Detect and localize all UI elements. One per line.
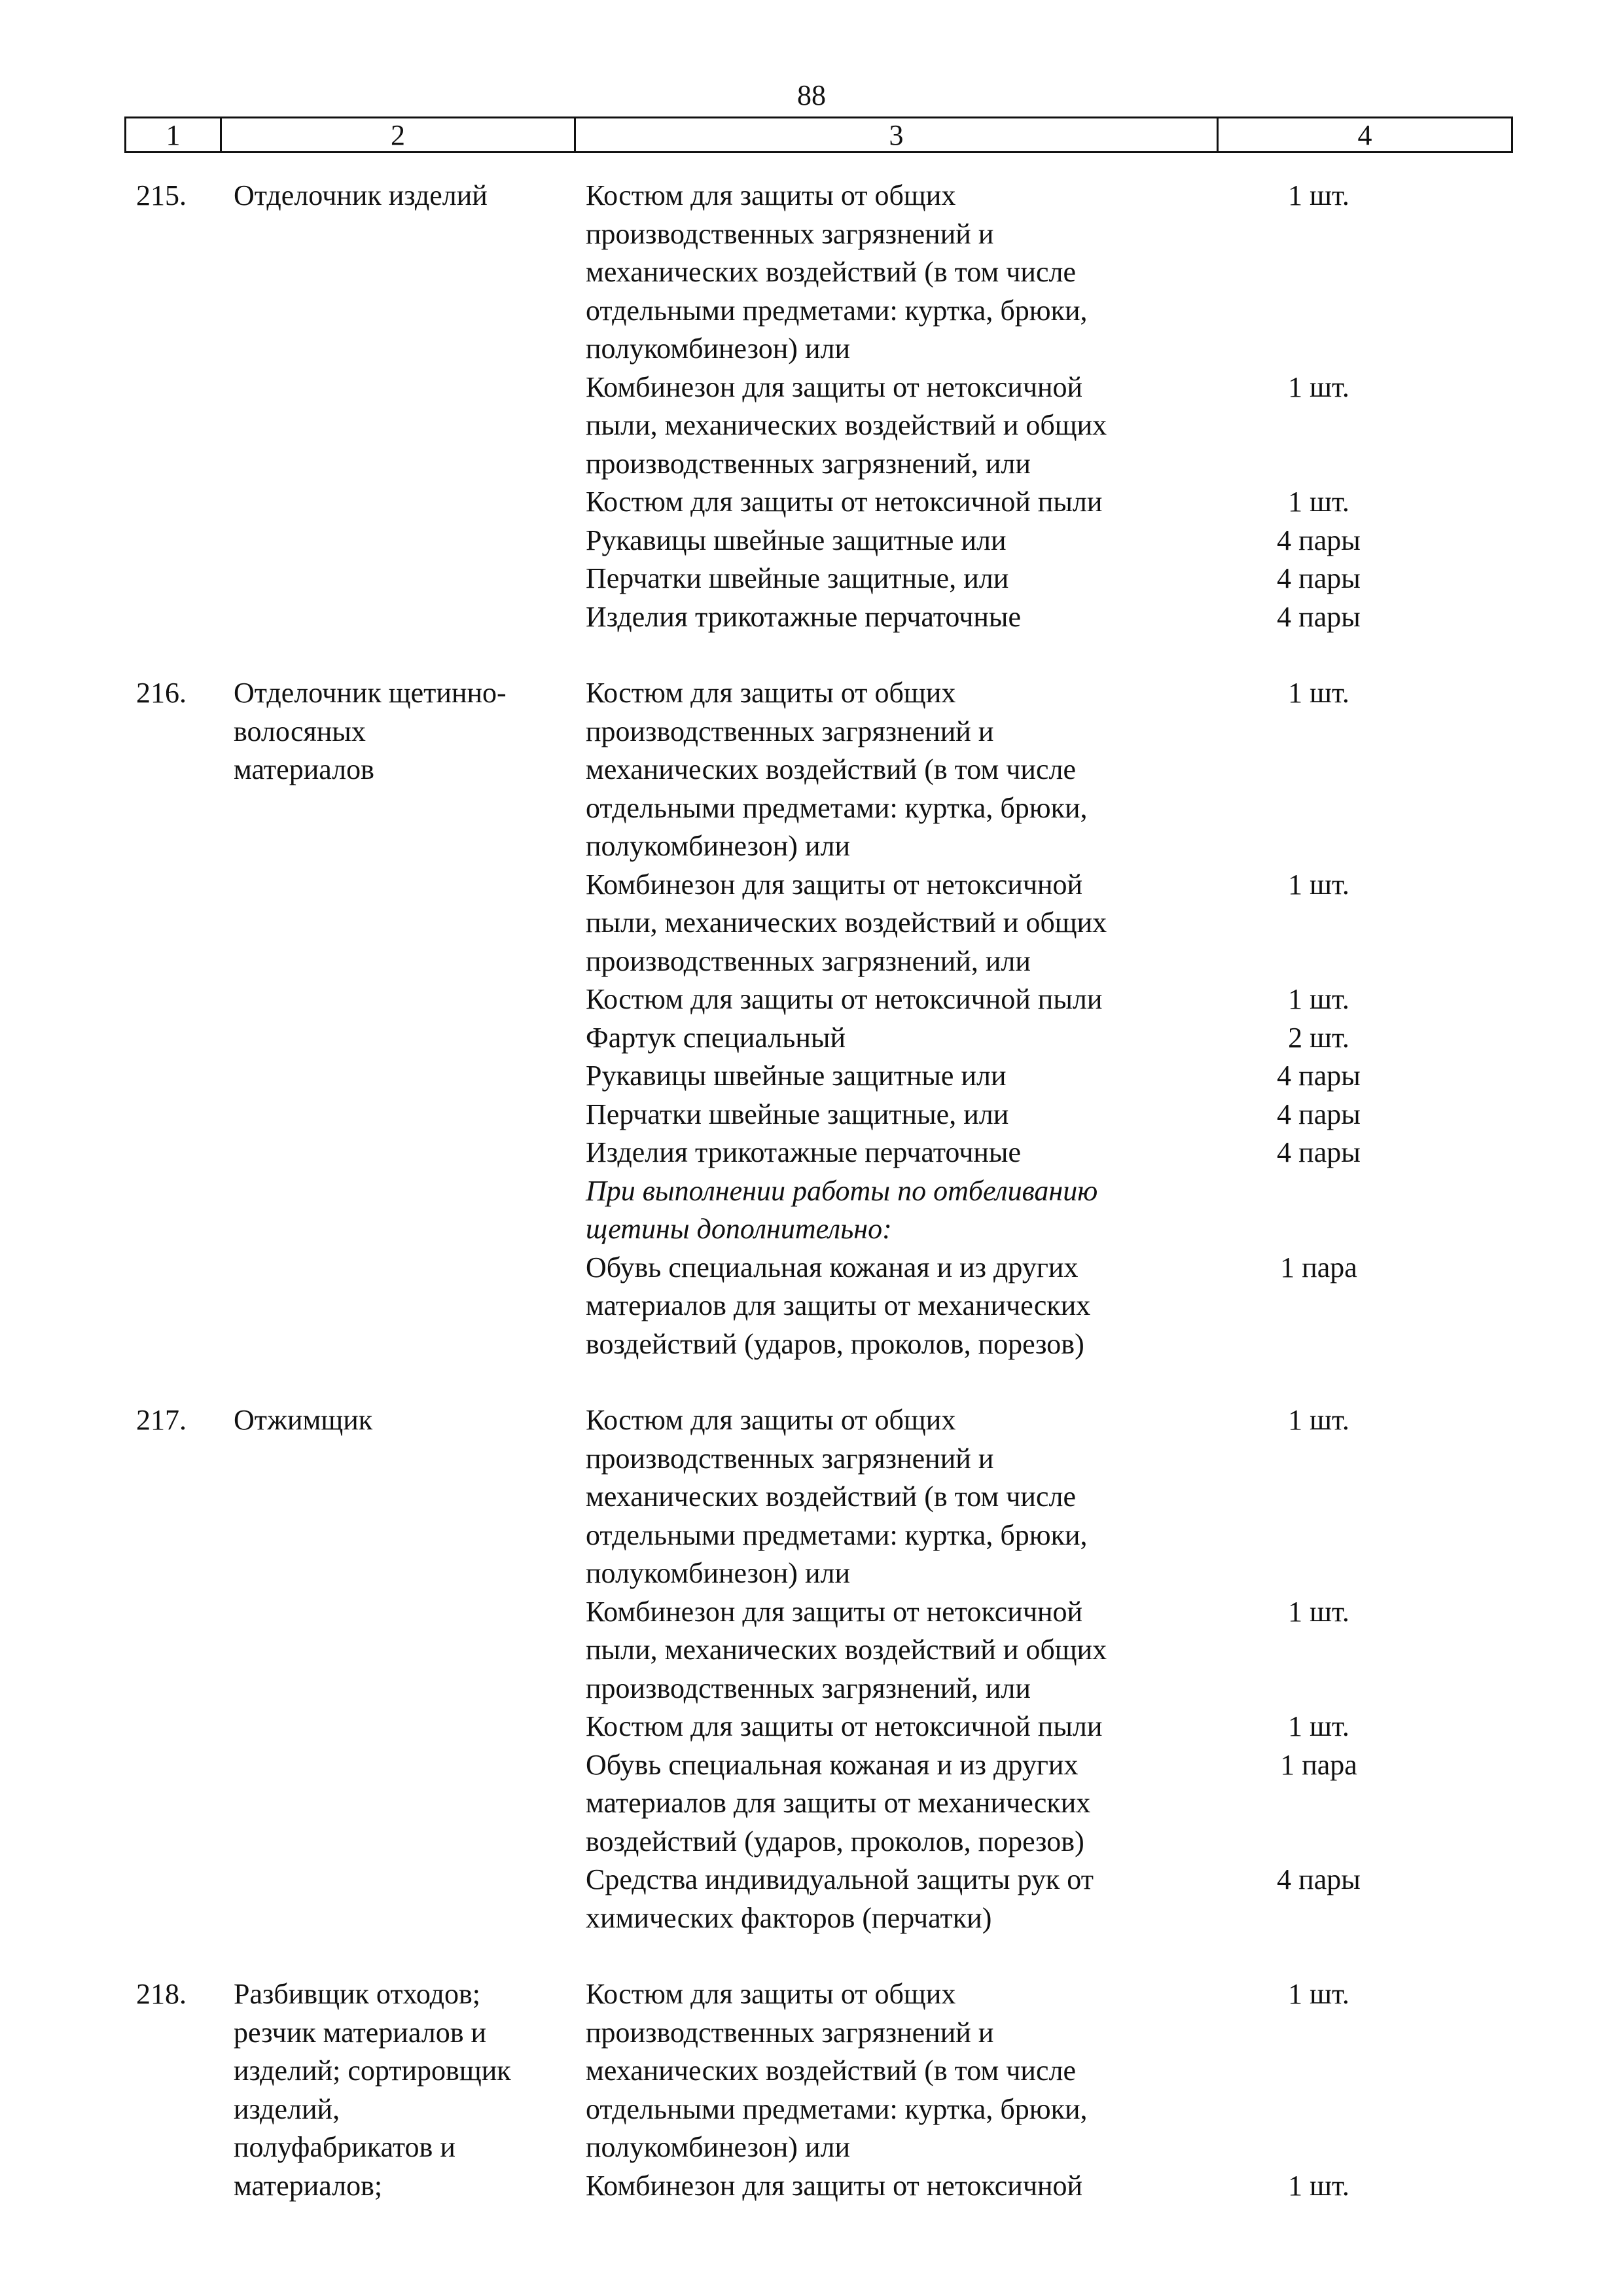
description-line: производственных загрязнений, или — [586, 944, 1031, 977]
description-line: Комбинезон для защиты от нетоксичной — [586, 370, 1083, 403]
description-line: Комбинезон для защиты от нетоксичной — [586, 2169, 1083, 2202]
equipment-description — [586, 560, 1214, 598]
equipment-item — [586, 2167, 1502, 2206]
equipment-item — [586, 980, 1502, 1019]
entry-number: 216. — [136, 677, 187, 709]
description-line: Комбинезон для защиты от нетоксичной — [586, 1595, 1083, 1628]
description-line: Обувь специальная кожаная и из других — [586, 1251, 1079, 1283]
description-line: отдельными предметами: куртка, брюки, — [586, 294, 1088, 327]
equipment-quantity: 4 пары — [1277, 1136, 1361, 1168]
column-header-2: 2 — [220, 118, 574, 151]
equipment-quantity: 4 пары — [1277, 524, 1361, 556]
table-entry — [0, 1401, 1623, 1937]
equipment-item — [586, 1134, 1502, 1172]
description-line: полукомбинезон) или — [586, 2131, 850, 2163]
equipment-quantity: 4 пары — [1277, 1098, 1361, 1130]
equipment-item — [586, 1057, 1502, 1096]
equipment-quantity: 1 шт. — [1288, 1595, 1349, 1628]
equipment-item — [586, 1401, 1502, 1593]
page-number: 88 — [797, 79, 826, 111]
equipment-quantity: 4 пары — [1277, 562, 1361, 594]
description-line: Перчатки швейные защитные, или — [586, 562, 1009, 594]
equipment-item — [586, 1096, 1502, 1134]
equipment-item — [586, 598, 1502, 637]
profession-line: волосяных — [234, 715, 366, 747]
profession-line: изделий; сортировщик — [234, 2054, 511, 2087]
profession-line: изделий, — [234, 2092, 340, 2125]
description-line: Костюм для защиты от общих — [586, 1978, 956, 2010]
profession-name — [234, 177, 561, 215]
description-line: механических воздействий (в том числе — [586, 256, 1076, 288]
equipment-description — [586, 980, 1214, 1019]
equipment-item — [586, 177, 1502, 368]
equipment-description — [586, 522, 1214, 560]
equipment-description — [586, 1401, 1214, 1593]
note-text — [586, 1172, 1214, 1249]
profession-line: Отжимщик — [234, 1404, 373, 1436]
equipment-quantity: 1 шт. — [1288, 1978, 1349, 2010]
table-entry — [0, 1975, 1623, 2205]
description-line: Комбинезон для защиты от нетоксичной — [586, 868, 1083, 901]
description-line: Обувь специальная кожаная и из других — [586, 1748, 1079, 1781]
entry-number: 215. — [136, 179, 187, 211]
description-line: механических воздействий (в том числе — [586, 2054, 1076, 2087]
equipment-description — [586, 866, 1214, 981]
description-line: производственных загрязнений, или — [586, 447, 1031, 480]
entry-number: 218. — [136, 1978, 187, 2010]
equipment-quantity: 1 шт. — [1288, 1404, 1349, 1436]
entry-number: 217. — [136, 1404, 187, 1436]
equipment-description — [586, 1593, 1214, 1708]
equipment-description — [586, 1057, 1214, 1096]
description-line: производственных загрязнений и — [586, 1442, 994, 1475]
equipment-quantity: 1 шт. — [1288, 983, 1349, 1015]
equipment-description — [586, 177, 1214, 368]
description-line: Костюм для защиты от нетоксичной пыли — [586, 486, 1103, 518]
profession-name — [234, 1401, 561, 1440]
description-line: полукомбинезон) или — [586, 830, 850, 862]
equipment-description — [586, 1861, 1214, 1937]
description-line: Фартук специальный — [586, 1021, 846, 1054]
table-entry — [0, 177, 1623, 636]
description-line: Рукавицы швейные защитные или — [586, 524, 1007, 556]
equipment-list — [586, 177, 1502, 636]
equipment-quantity: 1 шт. — [1288, 370, 1349, 403]
description-line: пыли, механических воздействий и общих — [586, 1634, 1107, 1666]
description-line: химических факторов (перчатки) — [586, 1901, 992, 1934]
column-header-3: 3 — [574, 118, 1217, 151]
equipment-item — [586, 1708, 1502, 1746]
equipment-quantity: 4 пары — [1277, 1060, 1361, 1092]
equipment-list — [586, 1401, 1502, 1937]
equipment-quantity: 1 шт. — [1288, 179, 1349, 211]
equipment-description — [586, 1708, 1214, 1746]
profession-name — [234, 1975, 561, 2205]
description-line: механических воздействий (в том числе — [586, 1480, 1076, 1513]
profession-line: полуфабрикатов и — [234, 2131, 455, 2163]
equipment-description — [586, 368, 1214, 484]
description-line: Костюм для защиты от общих — [586, 1404, 956, 1436]
entries-list — [0, 177, 1623, 2243]
equipment-description — [586, 1975, 1214, 2167]
description-line: Костюм для защиты от общих — [586, 677, 956, 709]
equipment-list — [586, 674, 1502, 1363]
equipment-item — [586, 522, 1502, 560]
equipment-quantity: 1 шт. — [1288, 2169, 1349, 2202]
column-header-1: 1 — [166, 118, 181, 151]
equipment-quantity: 1 шт. — [1288, 868, 1349, 901]
equipment-quantity: 4 пары — [1277, 600, 1361, 633]
profession-name — [234, 674, 561, 789]
description-line: производственных загрязнений и — [586, 2016, 994, 2049]
description-line: производственных загрязнений, или — [586, 1672, 1031, 1704]
description-line: механических воздействий (в том числе — [586, 753, 1076, 785]
equipment-item — [586, 560, 1502, 598]
note-line: При выполнении работы по отбеливанию — [586, 1174, 1098, 1207]
description-line: пыли, механических воздействий и общих — [586, 409, 1107, 441]
profession-line: материалов; — [234, 2169, 383, 2202]
equipment-item — [586, 1975, 1502, 2167]
equipment-quantity: 1 шт. — [1288, 486, 1349, 518]
description-line: воздействий (ударов, проколов, порезов) — [586, 1327, 1084, 1360]
description-line: материалов для защиты от механических — [586, 1787, 1091, 1819]
equipment-item — [586, 368, 1502, 484]
equipment-item — [586, 1861, 1502, 1937]
description-line: отдельными предметами: куртка, брюки, — [586, 1518, 1088, 1551]
description-line: Изделия трикотажные перчаточные — [586, 1136, 1022, 1168]
equipment-description — [586, 483, 1214, 522]
table-entry — [0, 674, 1623, 1363]
equipment-description — [586, 674, 1214, 866]
description-line: Перчатки швейные защитные, или — [586, 1098, 1009, 1130]
equipment-quantity: 4 пары — [1277, 1863, 1361, 1895]
equipment-item — [586, 1019, 1502, 1058]
description-line: Костюм для защиты от нетоксичной пыли — [586, 1710, 1103, 1742]
equipment-item — [586, 866, 1502, 981]
equipment-quantity: 1 пара — [1280, 1748, 1357, 1781]
profession-line: Разбивщик отходов; — [234, 1978, 480, 2010]
profession-line: резчик материалов и — [234, 2016, 487, 2049]
equipment-description — [586, 1249, 1214, 1364]
equipment-list — [586, 1975, 1502, 2205]
column-header-4: 4 — [1217, 118, 1511, 151]
description-line: воздействий (ударов, проколов, порезов) — [586, 1825, 1084, 1857]
equipment-description — [586, 1746, 1214, 1861]
description-line: полукомбинезон) или — [586, 1557, 850, 1589]
equipment-description — [586, 1096, 1214, 1134]
equipment-item — [586, 483, 1502, 522]
description-line: производственных загрязнений и — [586, 715, 994, 747]
equipment-item — [586, 1593, 1502, 1708]
column-header-row — [124, 117, 1513, 153]
description-line: отдельными предметами: куртка, брюки, — [586, 791, 1088, 824]
description-line: производственных загрязнений и — [586, 217, 994, 250]
profession-line: Отделочник изделий — [234, 179, 488, 211]
note-line: щетины дополнительно: — [586, 1213, 892, 1245]
description-line: материалов для защиты от механических — [586, 1289, 1091, 1321]
equipment-description — [586, 2167, 1214, 2206]
equipment-quantity: 1 шт. — [1288, 677, 1349, 709]
equipment-item — [586, 1746, 1502, 1861]
description-line: отдельными предметами: куртка, брюки, — [586, 2092, 1088, 2125]
equipment-description — [586, 1019, 1214, 1058]
description-line: пыли, механических воздействий и общих — [586, 906, 1107, 939]
equipment-item — [586, 1249, 1502, 1364]
profession-line: материалов — [234, 753, 374, 785]
description-line: Рукавицы швейные защитные или — [586, 1060, 1007, 1092]
description-line: Средства индивидуальной защиты рук от — [586, 1863, 1094, 1895]
description-line: Костюм для защиты от нетоксичной пыли — [586, 983, 1103, 1015]
equipment-quantity: 1 шт. — [1288, 1710, 1349, 1742]
equipment-item — [586, 674, 1502, 866]
description-line: Костюм для защиты от общих — [586, 179, 956, 211]
profession-line: Отделочник щетинно- — [234, 677, 507, 709]
description-line: Изделия трикотажные перчаточные — [586, 600, 1022, 633]
equipment-quantity: 1 пара — [1280, 1251, 1357, 1283]
equipment-description — [586, 598, 1214, 637]
description-line: полукомбинезон) или — [586, 332, 850, 365]
equipment-description — [586, 1134, 1214, 1172]
equipment-quantity: 2 шт. — [1288, 1021, 1349, 1054]
